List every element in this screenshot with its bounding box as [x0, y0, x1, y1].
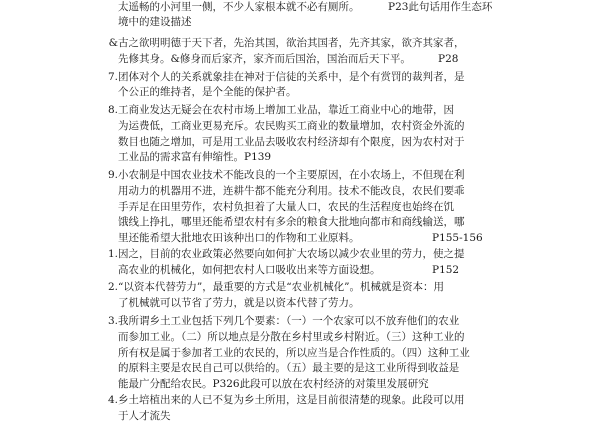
line-note: P28 — [438, 53, 459, 65]
line-note: P155-156 — [432, 232, 483, 244]
line-text: 先修其身。&修身而后家齐，家齐而后国治，国治而后天下平。 — [118, 53, 411, 65]
text-line — [0, 231, 600, 246]
line-text: 能最广分配给农民。P326此段可以放在农村经济的对策里发展研究 — [118, 378, 429, 390]
text-line — [0, 280, 600, 295]
line-note: P152 — [432, 264, 460, 276]
item-marker: 9. — [107, 169, 118, 181]
text-line — [0, 70, 600, 85]
text-line — [0, 247, 600, 262]
text-line — [0, 15, 600, 30]
line-text: 而参加工业。（二）所以地点是分散在乡村里或乡村附近。（三）这种工业的 — [118, 331, 465, 343]
line-text: 了机械就可以节省了劳力，就是以资本代替了劳力。 — [118, 297, 360, 309]
line-text: 个公正的维持者，是个全能的保护者。 — [118, 86, 297, 98]
line-text: 为运费低，工商业更易充斥。农民购买工商业的数量增加，农村资金外流的 — [118, 120, 465, 132]
line-text: 乡土培植出来的人已不复为乡土所用，这是目前很清楚的现象。此段可以用 — [118, 394, 465, 406]
line-text: 数目也随之增加，可是用工业品去吸收农村经济却有个限度，因为农村对于 — [118, 136, 465, 148]
text-line — [0, 85, 600, 100]
line-text: 于人才流失 — [118, 410, 171, 422]
line-text: 手弄足在田里劳作，农村负担着了大量人口，农民的生活程度也始终在饥 — [118, 201, 454, 213]
item-marker: 2. — [107, 281, 118, 293]
text-line — [0, 36, 600, 51]
text-line — [0, 184, 600, 199]
line-text: 工商业发达无疑会在农村市场上增加工业品，靠近工商业中心的地带，因 — [118, 104, 454, 116]
item-marker: 8. — [107, 104, 118, 116]
item-marker: 4. — [107, 394, 118, 406]
text-line — [0, 361, 600, 376]
text-line — [0, 409, 600, 424]
text-line — [0, 215, 600, 230]
text-line — [0, 393, 600, 408]
line-text: 用动力的机器用不进，连耕牛都不能充分利用。技术不能改良，农民们要乖 — [118, 185, 465, 197]
text-line — [0, 314, 600, 329]
item-marker: 1. — [107, 248, 118, 260]
text-line — [0, 135, 600, 150]
line-text: 因之，目前的农业政策必然要向如何扩大农场以减少农业里的劳力，使之提 — [118, 248, 465, 260]
text-line — [0, 200, 600, 215]
item-marker: 3. — [107, 315, 118, 327]
line-text: 里还能希望大批地农田该种出口的作物和工业原料。 — [118, 232, 360, 244]
text-line — [0, 263, 600, 278]
line-text: 小农制是中国农业技术不能改良的一个主要原因，在小农场上，不但现在利 — [118, 169, 465, 181]
text-line — [0, 296, 600, 311]
item-marker: 7. — [107, 71, 118, 83]
text-line — [0, 330, 600, 345]
line-text: 的原料主要是农民自己可以供给的。（五）最主要的是这工业所得到收益是 — [118, 362, 460, 374]
text-line — [0, 103, 600, 118]
line-note: P23此句话用作生态环 — [388, 1, 493, 13]
text-line — [0, 346, 600, 361]
line-text: 团体对个人的关系就象挂在神对于信徒的关系中，是个有赏罚的裁判者，是 — [118, 71, 465, 83]
item-marker: & — [108, 37, 118, 49]
line-text: 高农业的机械化，如何把农村人口吸收出来等方面设想。 — [118, 264, 381, 276]
text-line — [0, 0, 600, 15]
text-line — [0, 377, 600, 392]
line-text: 工业品的需求富有伸缩性。P139 — [118, 151, 272, 163]
line-text: “以资本代替劳力”，最重要的方式是“农业机械化”。机械就是资本：用 — [118, 281, 444, 293]
line-text: 太遥畅的小河里一侧，不少人家根本就不必有厕所。 — [118, 1, 360, 13]
line-text: 饿线上挣扎，哪里还能希望农村有多余的粮食大批地向都市和商线输送，哪 — [118, 216, 465, 228]
line-text: 境中的建设描述 — [118, 16, 192, 28]
line-text: 所有权是属于参加者工业的农民的，所以应当是合作性质的。（四）这种工业 — [118, 347, 470, 359]
text-line — [0, 150, 600, 165]
line-text: 古之欲明明德于天下者，先治其国，欲治其国者，先齐其家，欲齐其家者， — [118, 37, 465, 49]
text-line — [0, 168, 600, 183]
line-text: 我所谓乡土工业包括下列几个要素：（一）一个农家可以不放弃他们的农业 — [118, 315, 460, 327]
text-line — [0, 119, 600, 134]
text-line — [0, 52, 600, 67]
